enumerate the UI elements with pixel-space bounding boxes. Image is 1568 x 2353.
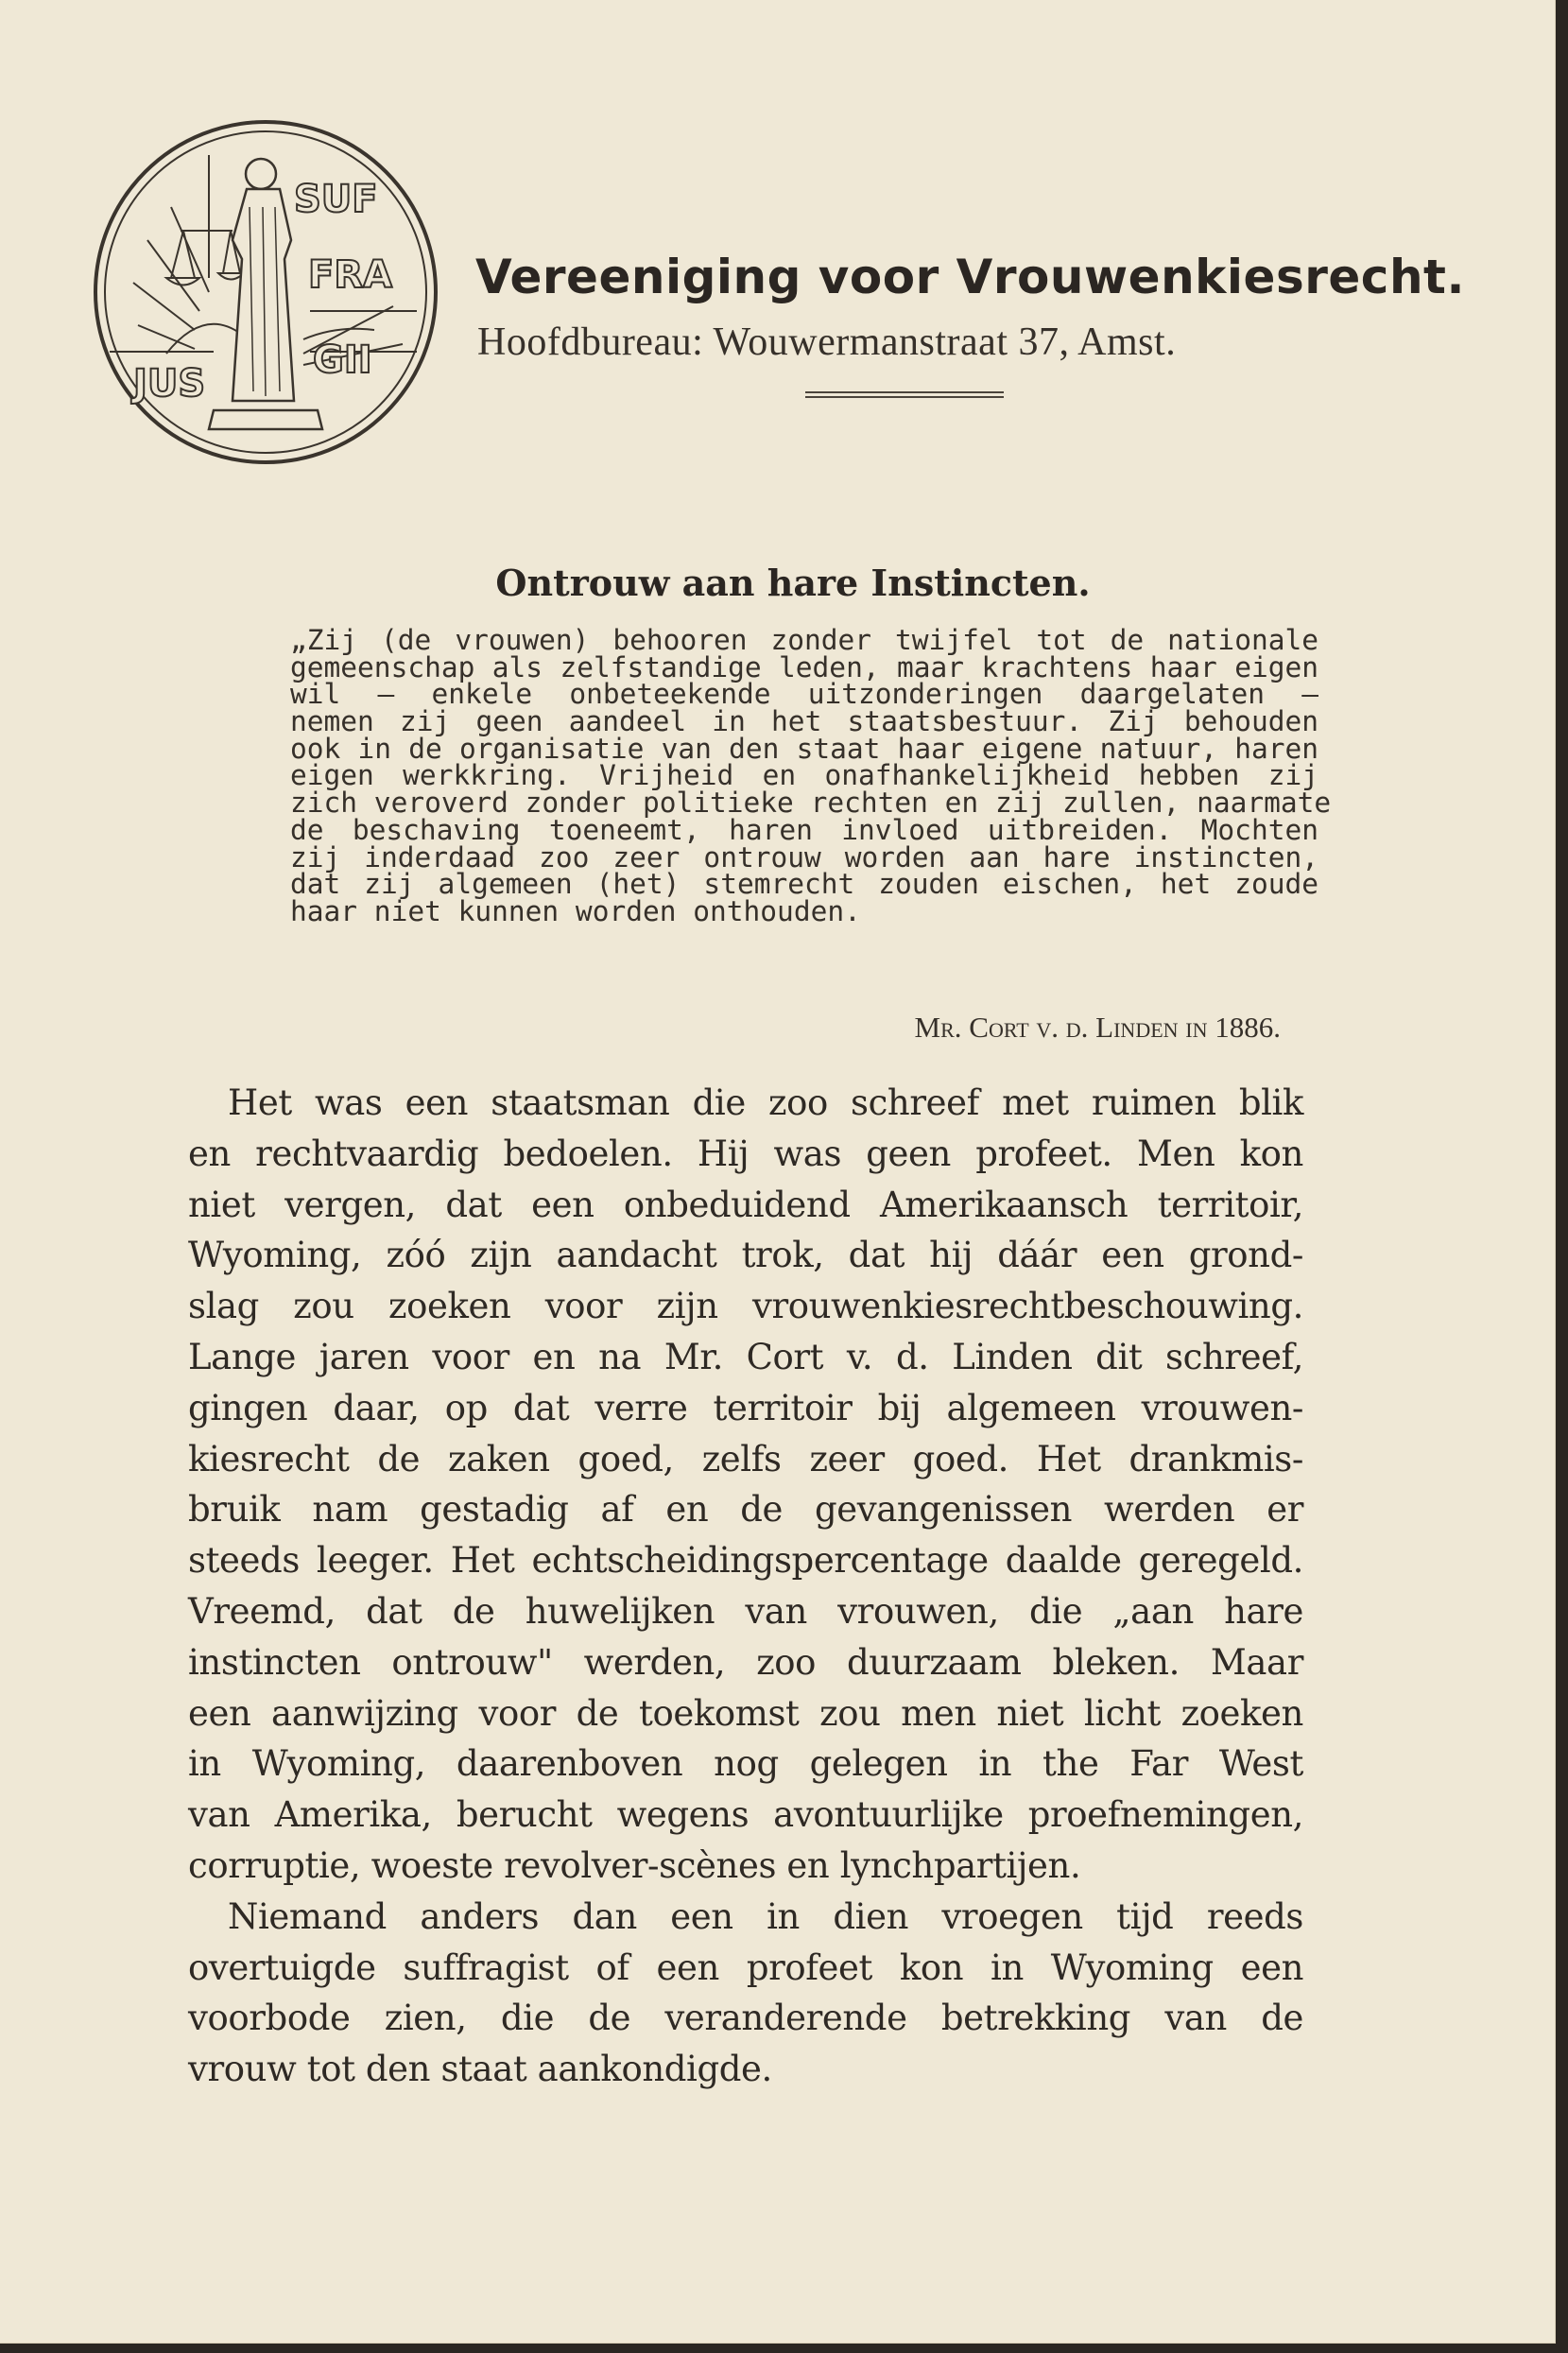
essay-line: corruptie, woeste revolver-scènes en lynchpartijen. [188,1844,1081,1886]
essay-line: bruik nam gestadig af en de gevangenissen werden er [188,1489,1303,1531]
quote-line: zich veroverd zonder politieke rechten en zij zullen, naarmate [290,787,1332,820]
quote-line: dat zij algemeen (het) stemrecht zouden eischen, het zoude [290,868,1318,901]
header-divider [805,391,1004,398]
seal-text-fra: FRA [308,253,393,297]
essay-body [188,1078,1303,2095]
essay-line: voorbode zien, die de veranderende betrekking van de [188,1998,1303,2039]
essay-line: steeds leeger. Het echtscheidingspercentage daalde geregeld. [188,1540,1303,1582]
organization-name: Vereeniging voor Vrouwenkiesrecht. [475,250,1465,304]
essay-line: slag zou zoeken voor zijn vrouwenkiesrechtbeschouwing. [188,1286,1303,1327]
essay-line: en rechtvaardig bedoelen. Hij was geen profeet. Men kon [188,1133,1303,1174]
quote-block [290,624,1332,927]
essay-line: Het was een staatsman die zoo schreef met ruimen blik [228,1082,1303,1123]
quote-line: „Zij (de vrouwen) behooren zonder twijfel tot de nationale [290,624,1318,656]
suffrage-seal-logo [91,117,440,467]
essay-line: instincten ontrouw" werden, zoo duurzaam bleken. Maar [188,1641,1303,1683]
quote-attribution: Mr. Cort v. d. Linden in 1886. [914,1011,1281,1044]
essay-line: vrouw tot den staat aankondigde. [188,2049,772,2090]
quote-line: de beschaving toeneemt, haren invloed uitbreiden. Mochten [290,813,1318,846]
seal-text-suf: SUF [294,178,378,221]
essay-line: Wyoming, zóó zijn aandacht trok, dat hij dáár een grond- [188,1235,1303,1276]
essay-line: in Wyoming, daarenboven nog gelegen in the Far West [188,1743,1303,1785]
quote-line: gemeenschap als zelfstandige leden, maar krachtens haar eigen [290,650,1318,683]
essay-line: kiesrecht de zaken goed, zelfs zeer goed. Het drankmis- [188,1438,1303,1479]
quote-line: ook in de organisatie van den staat haar eigene natuur, haren [290,732,1318,765]
essay-line: Niemand anders dan een in dien vroegen tijd reeds [228,1895,1303,1937]
organization-address: Hoofdbureau: Wouwermanstraat 37, Amst. [477,320,1177,364]
quote-title: Ontrouw aan hare Instincten. [495,562,1091,604]
quote-line: nemen zij geen aandeel in het staatsbestuur. Zij behouden [290,705,1318,738]
seal-text-jus: JUS [133,362,206,406]
essay-line: gingen daar, op dat verre territoir bij algemeen vrouwen- [188,1387,1303,1428]
seal-text-git: GII [313,338,372,382]
essay-line: een aanwijzing voor de toekomst zou men niet licht zoeken [188,1692,1303,1734]
essay-line: Vreemd, dat de huwelijken van vrouwen, die „aan hare [188,1590,1303,1632]
essay-line: niet vergen, dat een onbeduidend Amerikaansch territoir, [188,1184,1303,1225]
essay-line: Lange jaren voor en na Mr. Cort v. d. Linden dit schreef, [188,1336,1303,1377]
quote-line: haar niet kunnen worden onthouden. [290,894,861,927]
essay-line: van Amerika, berucht wegens avontuurlijke proefnemingen, [188,1794,1303,1836]
essay-line: overtuigde suffragist of een profeet kon in Wyoming een [188,1946,1303,1988]
quote-line: zij inderdaad zoo zeer ontrouw worden aan hare instincten, [290,840,1318,874]
quote-line: eigen werkkring. Vrijheid en onafhankelijkheid hebben zij [290,759,1318,792]
quote-line: wil — enkele onbeteekende uitzonderingen daargelaten — [290,678,1318,711]
